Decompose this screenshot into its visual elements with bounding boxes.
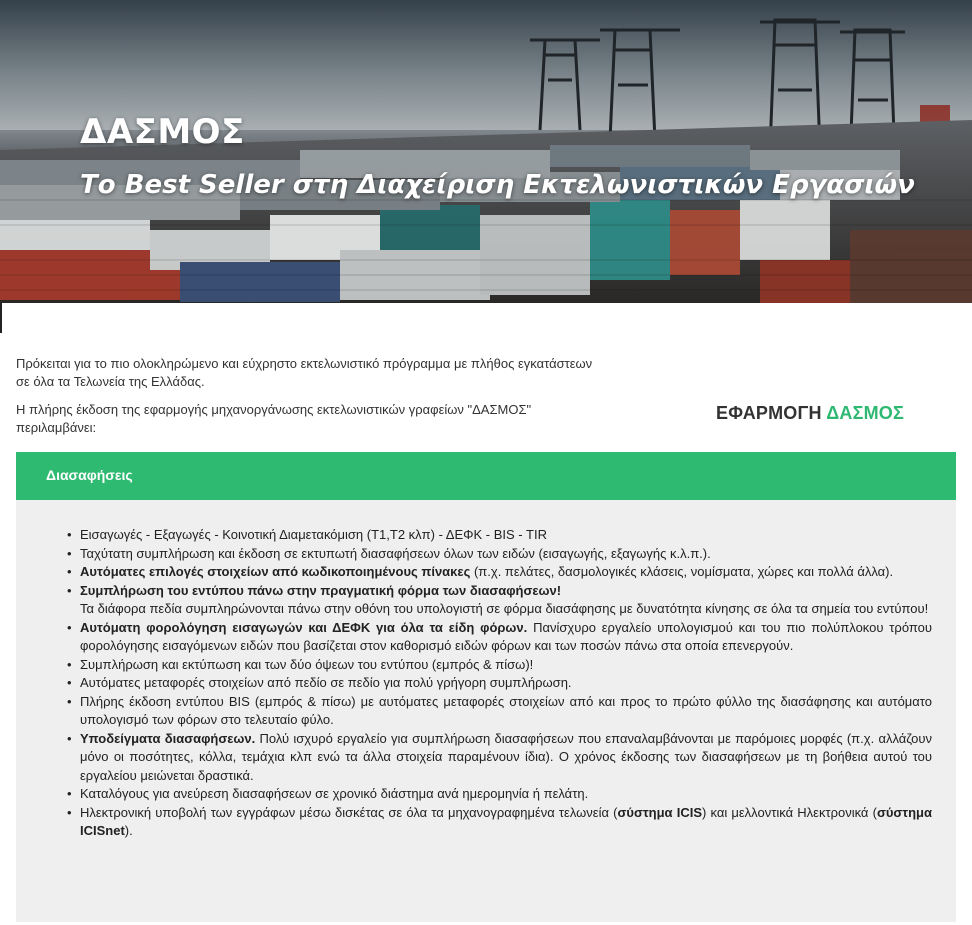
list-item: • Αυτόματες μεταφορές στοιχείων από πεδίο σε πεδίο για πολύ γρήγορη συμπλήρωση. bbox=[80, 674, 932, 693]
bullet-icon: • bbox=[67, 582, 72, 598]
hero-subtitle: Το Best Seller στη Διαχείριση Εκτελωνιστικών Εργασιών bbox=[80, 170, 915, 200]
bullet-icon: • bbox=[67, 564, 72, 579]
accordion-header-diasafiseis[interactable] bbox=[16, 452, 956, 500]
hero-title: ΔΑΣΜΟΣ bbox=[80, 112, 245, 152]
bullet-icon: • bbox=[67, 545, 72, 561]
app-label-prefix: ΕΦΑΡΜΟΓΗ bbox=[716, 403, 822, 423]
accordion-title: Διασαφήσεις bbox=[46, 467, 133, 483]
list-item: • Εισαγωγές - Εξαγωγές - Κοινοτική Διαμετακόμιση (Τ1,Τ2 κλπ) - ΔΕΦΚ - BIS - TIR bbox=[80, 526, 932, 545]
list-item: • Ταχύτατη συμπλήρωση και έκδοση σε εκτυπωτή διασαφήσεων όλων των ειδών (εισαγωγής, εξαγωγής κ.λ.π.). bbox=[80, 545, 932, 564]
intro-paragraph: Η πλήρης έκδοση της εφαρμογής μηχανοργάνωσης εκτελωνιστικών γραφείων "ΔΑΣΜΟΣ" περιλαμβάνει: bbox=[16, 402, 532, 435]
bullet-icon: • bbox=[67, 619, 72, 635]
app-label-accent: ΔΑΣΜΟΣ bbox=[826, 403, 905, 423]
list-item: • Καταλόγους για ανεύρεση διασαφήσεων σε χρονικό διάστημα ανά ημερομηνία ή πελάτη. bbox=[80, 785, 932, 804]
intro-paragraph: Πρόκειται για το πιο ολοκληρώμενο και εύχρηστο εκτελωνιστικό πρόγραμμα με πλήθος εγκατάστεων σε όλα τα Τελωνεία της Ελλάδας. bbox=[16, 356, 593, 389]
intro-text bbox=[16, 355, 596, 447]
accordion-panel bbox=[16, 500, 956, 922]
bullet-icon: • bbox=[67, 693, 72, 709]
feature-list bbox=[67, 526, 932, 841]
list-item: • Αυτόματη φορολόγηση εισαγωγών και ΔΕΦΚ για όλα τα είδη φόρων. Πανίσχυρο εργαλείο υπολογισμού και του πιο πολύπλοκου τρόπου φορολόγησης εισαγόμενων ειδών που βασίζεται στον καθορισμό ειδών φόρων και των ποσών πάνω στα οποία επενεργούν. bbox=[67, 619, 932, 653]
bullet-icon: • bbox=[67, 527, 72, 542]
hero-banner bbox=[0, 0, 972, 303]
bullet-icon: • bbox=[67, 675, 72, 690]
bullet-icon: • bbox=[67, 730, 72, 746]
list-item: • Συμπλήρωση του εντύπου πάνω στην πραγματική φόρμα των διασαφήσεων! Τα διάφορα πεδία συμπληρώνονται πάνω στην οθόνη του υπολογιστή σε φόρμα διασάφησης με δυνατότητα κίνησης σε όλα τα σημεία του εντύπου! bbox=[67, 582, 929, 616]
list-item: • Συμπλήρωση και εκτύπωση και των δύο όψεων του εντύπου (εμπρός & πίσω)! bbox=[80, 656, 932, 675]
app-label bbox=[716, 403, 904, 424]
bullet-icon: • bbox=[67, 804, 72, 820]
list-item: • Ηλεκτρονική υποβολή των εγγράφων μέσω δισκέτας σε όλα τα μηχανογραφημένα τελωνεία (σύστημα ICIS) και μελλοντικά Ηλεκτρονικά (σύστημα ICISnet). bbox=[67, 804, 932, 838]
list-item: • Αυτόματες επιλογές στοιχείων από κωδικοποιημένους πίνακες (π.χ. πελάτες, δασμολογικές κλάσεις, νομίσματα, χώρες και πολλά άλλα). bbox=[80, 563, 932, 582]
bullet-icon: • bbox=[67, 656, 72, 672]
list-item: • Πλήρης έκδοση εντύπου BIS (εμπρός & πίσω) με αυτόματες μεταφορές στοιχείων από και προς το πρώτο φύλλο της διασάφησης και αυτόματο υπολογισμό των φόρων στο τελευταίο φύλο. bbox=[67, 693, 932, 727]
divider bbox=[0, 303, 2, 333]
bullet-icon: • bbox=[67, 786, 72, 801]
list-item: • Υποδείγματα διασαφήσεων. Πολύ ισχυρό εργαλείο για συμπλήρωση διασαφήσεων που επαναλαμβάνονται με παρόμοιες μορφές (π.χ. αλλάζουν μόνο οι ποσότητες, κόλλα, τεμάχια κλπ ενώ τα άλλα στοιχεία παραμένουν ίδια). Ο χρόνος έκδοσης των διασαφήσεων με τη βοήθεια αυτού του εργαλείου μειώνεται δραστικά. bbox=[67, 730, 932, 783]
